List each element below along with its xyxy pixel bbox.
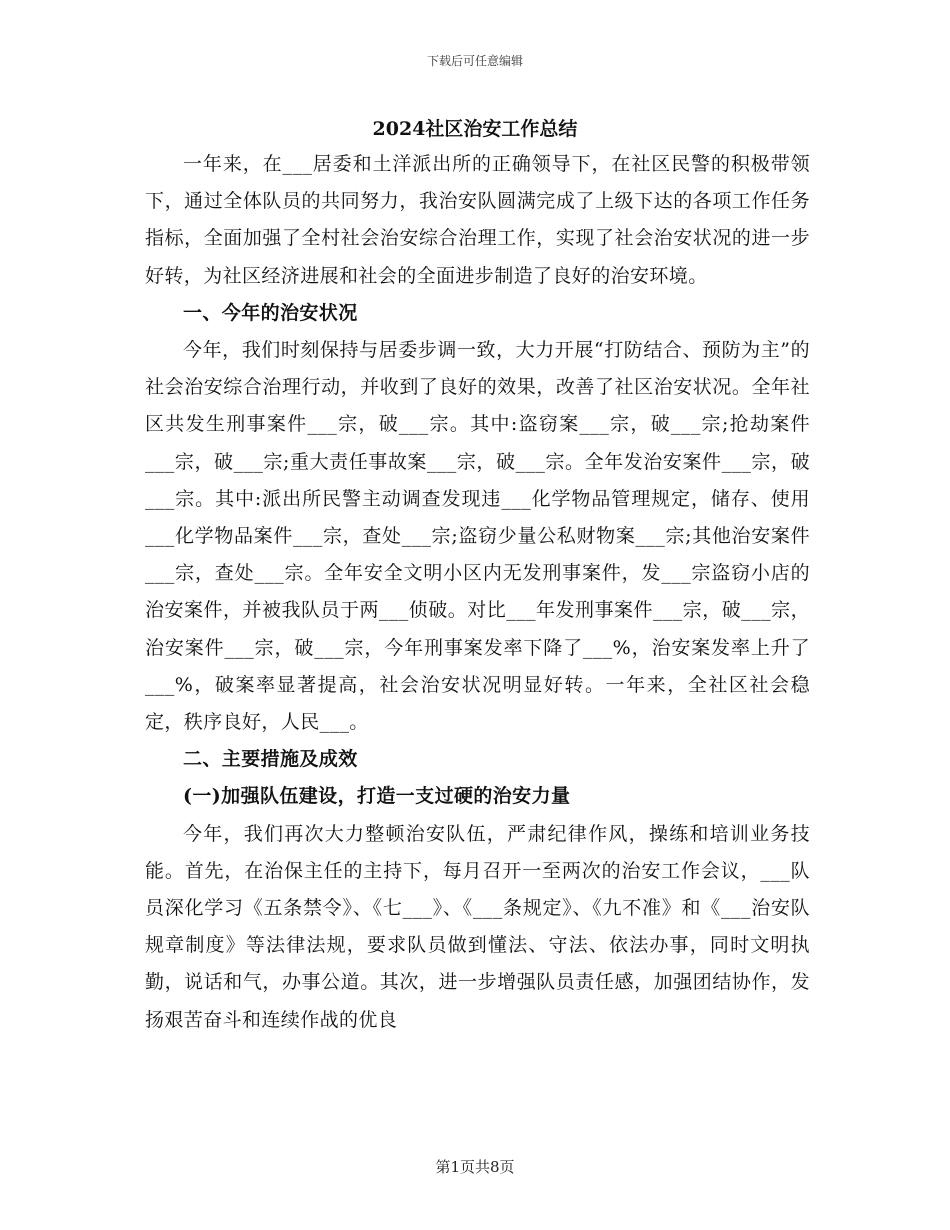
paragraph-team-building: 今年，我们再次大力整顿治安队伍，严肃纪律作风，操练和培训业务技能。首先，在治保主任的主持下，每月召开一至两次的治安工作会议，___队员深化学习《五条禁令》、《七___》、《___条规定》、《九不准》和《___治安队规章制度》等法律法规，要求队员做到懂法、守法、依法办事，同时文明执勤，说话和气，办事公道。其次，进一步增强队员责任感，加强团结协作，发扬艰苦奋斗和连续作战的优良 — [145, 822, 810, 1031]
header-note: 下载后可任意编辑 — [426, 54, 523, 68]
section-heading-2: 二、主要措施及成效 — [183, 748, 358, 771]
paragraph-security-status: 今年，我们时刻保持与居委步调一致，大力开展“打防结合、预防为主”的社会治安综合治理行动，并收到了良好的效果，改善了社区治安状况。全年社区共发生刑事案件___宗，破___宗。其中:盗窃案___宗，破___宗;抢劫案件___宗，破___宗;重大责任事故案___宗，破___宗。全年发治安案件___宗，破___宗。其中:派出所民警主动调查发现违___化学物品管理规定，储存、使用___化学物品案件___宗，查处___宗;盗窃少量公私财物案___宗;其他治安案件___宗，查处___宗。全年安全文明小区内无发刑事案件，发___宗盗窃小店的治安案件，并被我队员于两___侦破。对比___年发刑事案件___宗，破___宗，治安案件___宗，破___宗，今年刑事案发率下降了___%，治安案发率上升了___%，破案率显著提高，社会治安状况明显好转。一年来，全社区社会稳定，秩序良好，人民___。 — [145, 339, 810, 734]
section-heading-1: 一、今年的治安状况 — [183, 301, 358, 324]
subsection-heading-1: (一)加强队伍建设，打造一支过硬的治安力量 — [183, 785, 571, 808]
document-body — [145, 146, 810, 1039]
paragraph-intro: 一年来，在___居委和土洋派出所的正确领导下，在社区民警的积极带领下，通过全体队员的共同努力，我治安队圆满完成了上级下达的各项工作任务指标，全面加强了全村社会治安综合治理工作，实现了社会治安状况的进一步好转，为社区经济进展和社会的全面进步制造了良好的治安环境。 — [145, 153, 810, 287]
page-number: 第1页共8页 — [435, 1158, 515, 1176]
document-title: 2024社区治安工作总结 — [372, 118, 578, 140]
